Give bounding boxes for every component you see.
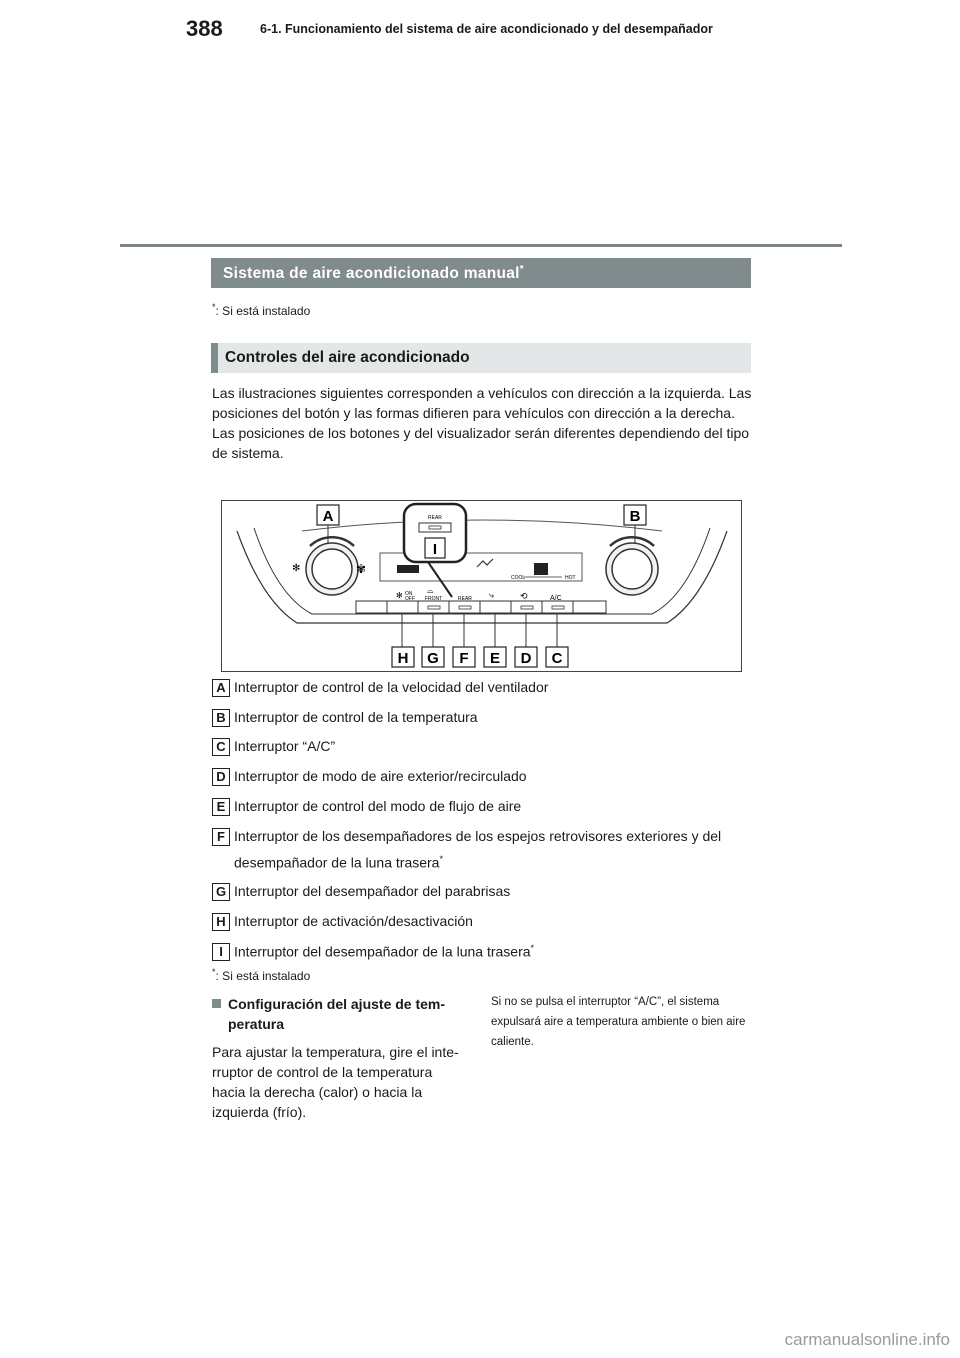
legend-badge: C <box>212 738 230 756</box>
callout-d: D <box>520 650 532 667</box>
legend-badge: H <box>212 913 230 931</box>
legend-text: Interruptor “A/C” <box>234 738 336 754</box>
legend-badge: I <box>212 943 230 961</box>
heading-square-icon <box>212 999 221 1008</box>
zoom-rear-label: REAR <box>428 515 442 521</box>
fan-high-icon: ✾ <box>356 562 367 576</box>
rear-label: REAR <box>458 596 472 602</box>
section-note <box>212 302 310 318</box>
temperature-body: Para ajustar la temperatura, gire el inte-rruptor de control de la temperatura hacia la derecha (calor) o hacia la izquierda (frío). <box>212 1044 459 1120</box>
airflow-button-icon: ⤷ <box>489 590 495 600</box>
front-label: FRONT <box>425 596 443 602</box>
section-note-mark: * <box>212 302 216 312</box>
recirculation-icon: ⟲ <box>520 591 528 601</box>
legend-note-text: : Si está instalado <box>215 969 311 983</box>
temperature-heading-text: Configuración del ajuste de tem-peratura <box>228 996 446 1032</box>
fan-level-bar <box>397 565 419 573</box>
temperature-section <box>212 994 467 1122</box>
legend-text-2: desempañador de la luna trasera <box>234 854 440 871</box>
section-note-text: : Si está instalado <box>215 304 311 318</box>
windshield-defog-icon: ⌓ <box>427 586 434 595</box>
legend-text: Interruptor de control de la velocidad del ventilador <box>234 679 549 695</box>
legend-text: Interruptor de activación/desactivación <box>234 913 473 929</box>
ac-panel-illustration <box>222 501 741 671</box>
callout-c: C <box>551 650 563 667</box>
ac-label: A/C <box>550 595 562 602</box>
section-title <box>223 264 524 283</box>
zoom-rear-button <box>419 523 451 532</box>
on-label: ON <box>405 591 413 597</box>
legend-text: Interruptor de modo de aire exterior/recirculado <box>234 768 527 784</box>
legend-text-continued <box>234 854 443 871</box>
off-label: OFF <box>405 596 415 602</box>
callout-a: A <box>322 508 334 525</box>
callout-g: G <box>427 650 439 667</box>
fan-onoff-icon: ✻ <box>396 591 403 600</box>
intro-text <box>212 383 757 463</box>
legend-text: Interruptor de control de la temperatura <box>234 709 478 725</box>
callout-i: I <box>432 541 438 558</box>
header-rule <box>120 244 842 247</box>
fan-low-icon: ✻ <box>292 563 301 574</box>
subsection-title-bar <box>211 343 751 373</box>
callout-h: H <box>397 650 409 667</box>
intro-paragraph-2: Las posiciones de los botones y del visualizador serán diferentes dependiendo del tipo de sistema. <box>212 425 750 461</box>
legend-badge: F <box>212 828 230 846</box>
legend-badge: D <box>212 768 230 786</box>
callout-f: F <box>459 650 469 667</box>
temperature-side-note: Si no se pulsa el interruptor “A/C”, el sistema expulsará aire a temperatura ambiente o bien aire caliente. <box>491 996 746 1048</box>
callout-b: B <box>629 508 641 525</box>
subsection-title: Controles del aire acondicionado <box>225 349 470 366</box>
legend-badge: A <box>212 679 230 697</box>
legend-badge: G <box>212 883 230 901</box>
page-number: 388 <box>186 16 223 41</box>
fan-speed-knob[interactable] <box>306 537 358 595</box>
legend-badge: E <box>212 798 230 816</box>
temperature-knob[interactable] <box>606 537 658 595</box>
panel-top-curve <box>302 520 662 531</box>
watermark: carmanualsonline.info <box>784 1330 950 1349</box>
legend-text: Interruptor de los desempañadores de los espejos retrovisores exteriores y del <box>234 828 722 844</box>
callout-e: E <box>489 650 501 667</box>
legend-text: Interruptor del desempañador de la luna trasera <box>234 943 531 960</box>
legend-text: Interruptor de control del modo de flujo de aire <box>234 798 522 814</box>
section-title-text: Sistema de aire acondicionado manual <box>223 265 520 283</box>
section-asterisk: * <box>519 264 524 275</box>
legend-text-wrap <box>234 943 534 960</box>
button-row <box>356 601 606 613</box>
temperature-heading <box>212 994 467 1034</box>
legend-text: Interruptor del desempañador del parabrisas <box>234 883 511 899</box>
ac-panel-diagram <box>221 500 742 672</box>
section-title-bar <box>211 258 751 288</box>
legend-note-mark: * <box>212 967 216 977</box>
legend-mark: * <box>439 854 443 864</box>
chapter-title: 6-1. Funcionamiento del sistema de aire acondicionado y del desempañador <box>260 22 713 36</box>
intro-paragraph-1: Las ilustraciones siguientes corresponden a vehículos con dirección a la izquierda. Las posiciones del botón y las formas difieren para vehículos con dirección a la derecha. <box>212 385 752 421</box>
temperature-level-bar <box>534 563 548 575</box>
cool-label: COOL <box>511 575 526 581</box>
legend-badge: B <box>212 709 230 727</box>
legend-mark: * <box>530 943 535 953</box>
hot-label: HOT <box>565 575 576 581</box>
legend-note <box>212 967 310 983</box>
